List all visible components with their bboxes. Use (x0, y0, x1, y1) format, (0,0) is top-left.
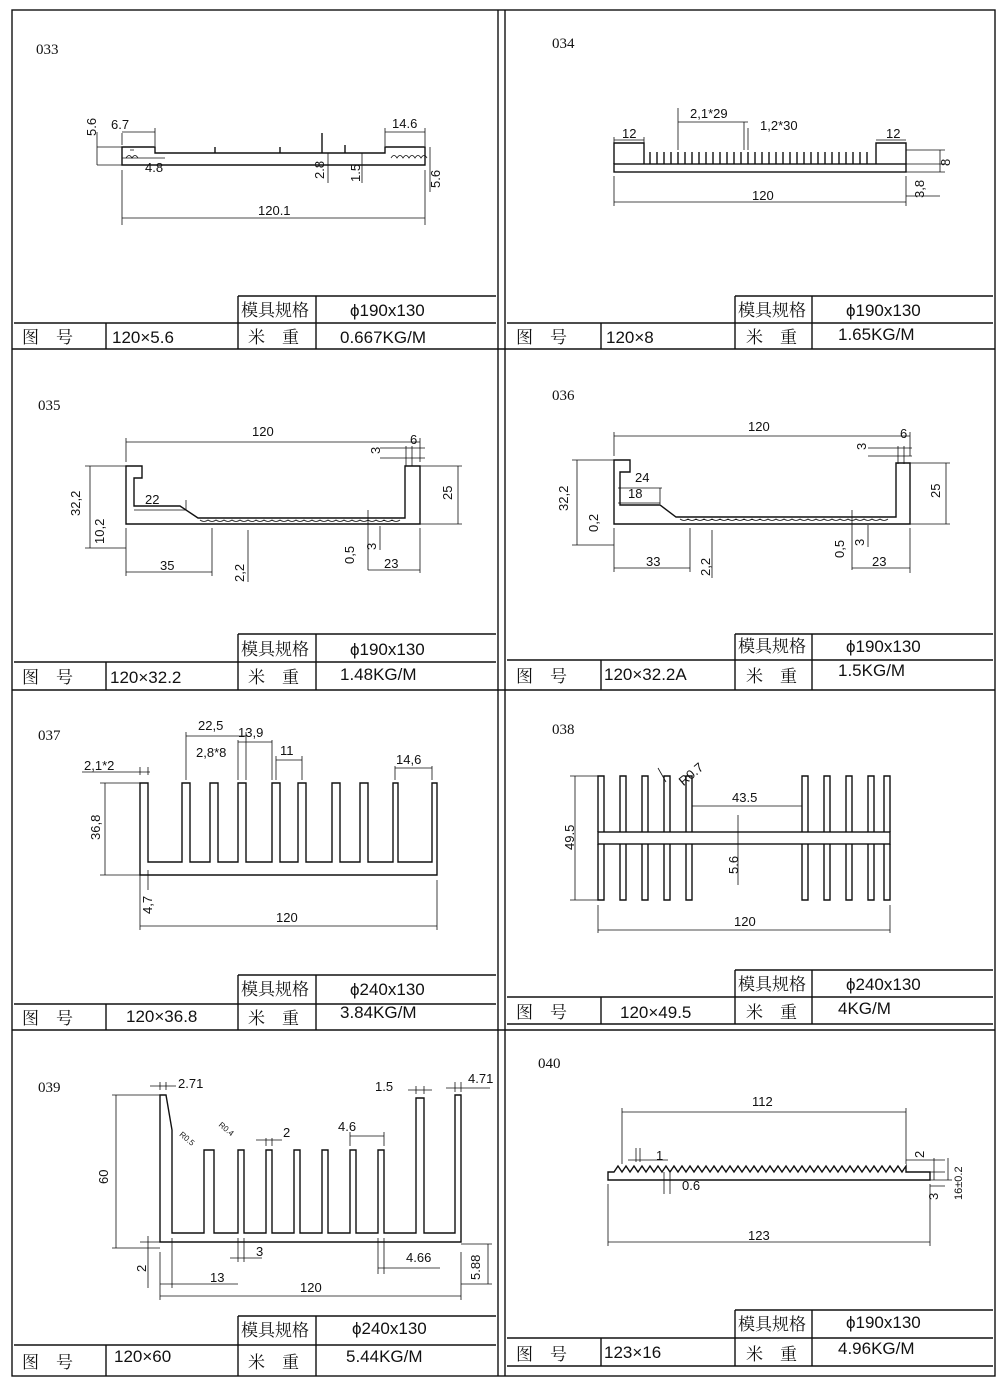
profile-drawing (85, 438, 462, 582)
dim-text: 32,2 (556, 485, 571, 511)
dim-text: R0.4 (216, 1120, 236, 1139)
dim-text: 12 (886, 126, 901, 141)
weight-label: 米 重 (248, 668, 299, 687)
dim-text: 3 (256, 1244, 264, 1259)
weight-label: 米 重 (746, 1003, 797, 1022)
dim-text: 2,1*29 (690, 106, 728, 121)
dim-text: 2,2 (232, 563, 247, 582)
mold-spec-value: ϕ240x130 (352, 1319, 427, 1338)
dim-text: 3 (926, 1192, 941, 1200)
title-block (14, 634, 496, 690)
profile-id: 038 (552, 722, 575, 738)
weight-value: 1.5KG/M (838, 661, 906, 680)
profile-drawing (112, 1082, 492, 1300)
panel-035 (14, 398, 496, 690)
dim-text: 12 (622, 126, 637, 141)
profile-id: 033 (36, 42, 59, 58)
dim-text: 120 (300, 1280, 322, 1295)
dim-text: 1,2*30 (760, 118, 798, 133)
weight-label: 米 重 (746, 328, 797, 347)
dim-text: 16±0.2 (953, 1166, 965, 1200)
profile-id: 039 (38, 1080, 61, 1096)
drawing-no-label: 图 号 (22, 328, 73, 347)
drawing-no-value: 120×32.2 (110, 668, 182, 687)
dim-text: 49.5 (562, 824, 577, 850)
mold-spec-value: ϕ190x130 (350, 640, 425, 659)
dim-text: 0.6 (682, 1178, 701, 1193)
dim-text: 18 (628, 486, 643, 501)
dim-text: 14,6 (396, 752, 422, 767)
dim-text: 120 (734, 914, 756, 929)
dim-text: 32,2 (68, 490, 83, 516)
profile-id: 036 (552, 388, 575, 404)
dim-text: 1 (656, 1148, 664, 1163)
drawing-no-label: 图 号 (516, 1345, 567, 1364)
panel-038 (507, 722, 993, 1024)
panel-036 (507, 388, 993, 690)
panel-040 (507, 1056, 993, 1366)
weight-label: 米 重 (746, 667, 797, 686)
dim-text: 123 (748, 1228, 770, 1243)
drawing-no-value: 120×49.5 (620, 1003, 692, 1022)
drawing-no-label: 图 号 (22, 668, 73, 687)
profile-id: 034 (552, 36, 575, 52)
dim-text: 0,5 (342, 545, 357, 564)
dim-text: 112 (752, 1094, 773, 1109)
dim-text: 3 (854, 442, 869, 450)
mold-spec-value: ϕ190x130 (846, 637, 921, 656)
dim-text: 25 (440, 485, 455, 500)
weight-value: 5.44KG/M (346, 1347, 423, 1366)
dim-text: 2,2 (698, 557, 713, 576)
panel-037 (14, 718, 496, 1030)
dim-text: 1.5 (375, 1079, 394, 1094)
title-block (507, 634, 993, 690)
mold-spec-value: ϕ240x130 (350, 980, 425, 999)
weight-value: 3.84KG/M (340, 1003, 417, 1022)
profile-drawing (608, 1108, 952, 1246)
mold-spec-label: 模具规格 (241, 1321, 309, 1340)
mold-spec-label: 模具规格 (241, 980, 309, 999)
dim-text: 13 (210, 1270, 225, 1285)
title-block (507, 970, 993, 1024)
dim-text: 4,7 (140, 895, 155, 914)
dim-text: 4.71 (468, 1071, 494, 1086)
dim-text: 2 (912, 1150, 927, 1158)
dim-text: 2 (283, 1125, 291, 1140)
dim-text: 2.8 (312, 160, 327, 179)
mold-spec-label: 模具规格 (738, 301, 806, 320)
dim-text: 43.5 (732, 790, 758, 805)
dim-text: 120 (276, 910, 298, 925)
drawing-no-label: 图 号 (516, 667, 567, 686)
dim-text: 3,8 (912, 179, 927, 198)
weight-label: 米 重 (248, 1353, 299, 1372)
title-block (14, 1316, 496, 1376)
dim-text: 10,2 (92, 518, 107, 544)
dim-text: 35 (160, 558, 175, 573)
dim-text: 11 (280, 743, 294, 758)
dim-text: 2 (134, 1264, 149, 1272)
drawing-no-label: 图 号 (516, 1003, 567, 1022)
panel-039 (14, 1071, 496, 1376)
dim-text: 2,8*8 (196, 745, 227, 760)
weight-value: 1.65KG/M (838, 325, 915, 344)
dim-text: 14.6 (392, 116, 418, 131)
dim-text: 120 (748, 419, 770, 434)
dim-text: 4.6 (338, 1119, 357, 1134)
dim-text: 6 (410, 432, 418, 447)
dim-text: 2.71 (178, 1076, 204, 1091)
dim-text: R0.7 (675, 759, 707, 789)
dim-text: 60 (96, 1169, 111, 1184)
profile-id: 035 (38, 398, 61, 414)
dim-text: 3 (368, 446, 383, 454)
dim-text: 2,1*2 (84, 758, 115, 773)
panel-033 (14, 42, 496, 349)
drawing-no-value: 120×60 (114, 1347, 172, 1366)
drawing-no-value: 120×5.6 (112, 328, 174, 347)
dim-text: 8 (938, 158, 953, 166)
dim-text: 4.66 (406, 1250, 432, 1265)
dim-text: 120.1 (258, 203, 291, 218)
weight-value: 4.96KG/M (838, 1339, 915, 1358)
title-block (14, 975, 496, 1030)
dim-text: 4.8 (145, 160, 164, 175)
dim-text: 36,8 (88, 814, 103, 840)
dim-text: 5.6 (428, 169, 443, 188)
dim-text: 13,9 (238, 725, 264, 740)
dim-text: 22 (145, 492, 160, 507)
drawing-no-label: 图 号 (22, 1009, 73, 1028)
mold-spec-label: 模具规格 (241, 301, 309, 320)
drawing-no-label: 图 号 (22, 1353, 73, 1372)
dim-text: 5.6 (84, 117, 99, 136)
title-block (14, 296, 496, 349)
dim-text: 6.7 (111, 117, 130, 132)
drawing-no-value: 120×8 (606, 328, 654, 347)
mold-spec-label: 模具规格 (241, 640, 309, 659)
mold-spec-label: 模具规格 (738, 1315, 806, 1334)
title-block (507, 296, 993, 349)
dim-text: 120 (752, 188, 774, 203)
profile-id: 037 (38, 728, 61, 744)
dim-text: 25 (928, 483, 943, 498)
dim-text: 3 (852, 538, 867, 546)
weight-value: 0.667KG/M (340, 328, 426, 347)
drawing-no-value: 120×32.2A (604, 665, 687, 684)
title-block (507, 1310, 993, 1366)
drawing-no-value: 120×36.8 (126, 1007, 198, 1026)
weight-label: 米 重 (248, 1009, 299, 1028)
profile-drawing (570, 768, 890, 933)
dim-text: 23 (872, 554, 887, 569)
drawing-no-value: 123×16 (604, 1343, 662, 1362)
drawing-no-label: 图 号 (516, 328, 567, 347)
dim-text: 22,5 (198, 718, 224, 733)
profile-drawing (572, 432, 950, 578)
dim-text: 0,2 (586, 513, 601, 532)
dim-text: 120 (252, 424, 274, 439)
dim-text: 24 (635, 470, 650, 485)
dim-text: 5.6 (726, 855, 741, 874)
weight-value: 4KG/M (838, 999, 891, 1018)
panel-034 (507, 36, 993, 349)
weight-label: 米 重 (248, 328, 299, 347)
dim-text: 33 (646, 554, 661, 569)
profile-drawing (82, 732, 437, 930)
profile-id: 040 (538, 1056, 561, 1072)
dim-text: R0.5 (177, 1129, 197, 1148)
dim-text: 0,5 (832, 539, 847, 558)
dim-text: 3 (364, 542, 379, 550)
dim-text: 1.5 (348, 163, 363, 182)
weight-label: 米 重 (746, 1345, 797, 1364)
mold-spec-value: ϕ190x130 (846, 301, 921, 320)
mold-spec-value: ϕ190x130 (350, 301, 425, 320)
mold-spec-value: ϕ190x130 (846, 1313, 921, 1332)
weight-value: 1.48KG/M (340, 665, 417, 684)
mold-spec-label: 模具规格 (738, 975, 806, 994)
dim-text: 23 (384, 556, 399, 571)
dim-text: 5.88 (468, 1254, 483, 1280)
mold-spec-label: 模具规格 (738, 637, 806, 656)
mold-spec-value: ϕ240x130 (846, 975, 921, 994)
dim-text: 6 (900, 426, 908, 441)
